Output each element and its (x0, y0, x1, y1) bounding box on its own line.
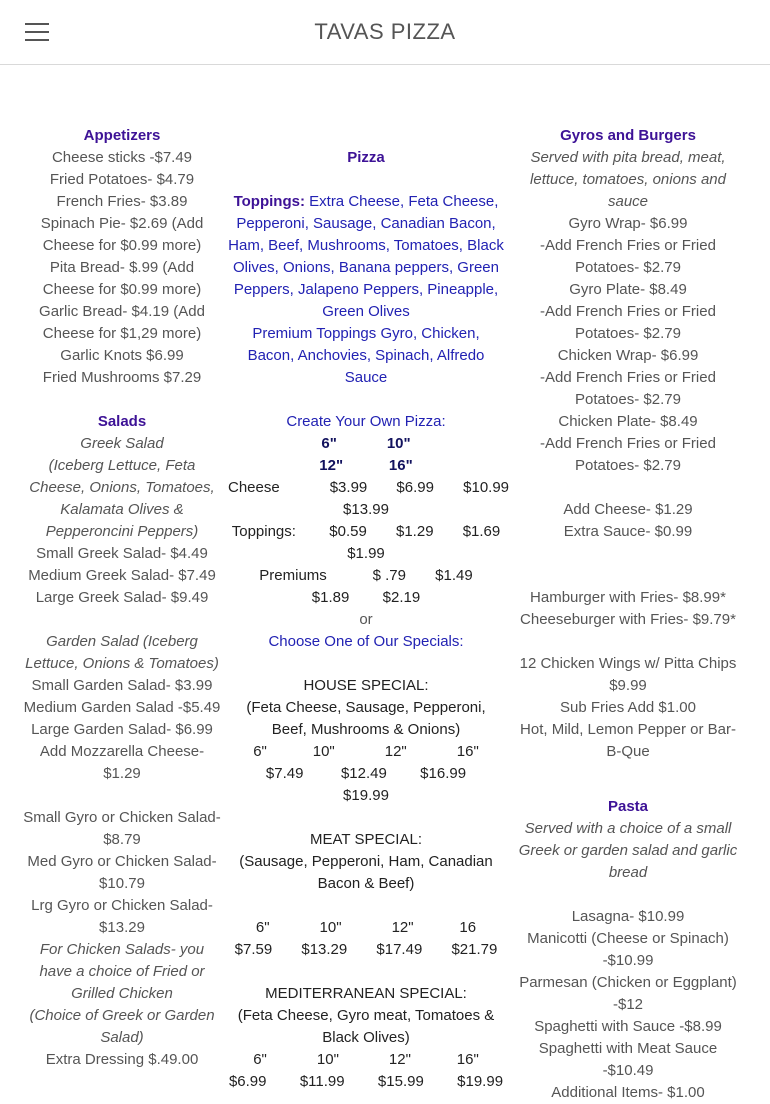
or-separator: or (359, 611, 373, 628)
site-header (0, 0, 770, 65)
premiums-price-row: $1.89 $2.19 (311, 589, 421, 606)
menu-item: Large Greek Salad- $9.49 (35, 589, 209, 606)
pizza-sizes: 12" 16" (319, 457, 413, 474)
menu-item: 12 Chicken Wings w/ Pitta Chips $9.99 (519, 655, 737, 694)
menu-item: Add Cheese- $1.29 (563, 501, 693, 518)
menu-item: Garlic Bread- $4.19 (Add Cheese for $1,29 more) (39, 303, 205, 342)
menu-item: Hamburger with Fries- $8.99* (530, 589, 726, 606)
menu-item: Fried Mushrooms $7.29 (42, 369, 202, 386)
menu-item: Hot, Mild, Lemon Pepper or Bar-B-Que (520, 721, 736, 760)
menu-item: -Add French Fries or Fried Potatoes- $2.79 (540, 435, 716, 474)
house-special-prices: $19.99 (343, 787, 389, 804)
menu-item: Chicken Wrap- $6.99 (557, 347, 699, 364)
menu-item: Lrg Gyro or Chicken Salad- $13.29 (31, 897, 213, 936)
mediterranean-special-sizes: 6" 10" 12" 16" (253, 1051, 479, 1068)
gyros-heading: Gyros and Burgers (560, 127, 696, 144)
premium-toppings: Premium Toppings Gyro, Chicken, Bacon, Anchovies, Spinach, Alfredo Sauce (247, 325, 485, 386)
house-special-prices: $7.49 $12.49 $16.99 (265, 765, 467, 782)
cheese-price-row: Cheese $3.99 $6.99 $10.99 (228, 479, 510, 496)
gyros-description: Served with pita bread, meat, lettuce, tomatoes, onions and sauce (530, 149, 726, 210)
premiums-price-row: Premiums $ .79 $1.49 (259, 567, 473, 584)
pasta-heading: Pasta (607, 798, 649, 815)
menu-item: Sub Fries Add $1.00 (560, 699, 696, 716)
salad-choice-note: (Choice of Greek or Garden Salad) (29, 1007, 215, 1046)
create-pizza-title: Create Your Own Pizza: (286, 413, 446, 430)
toppings-label: Toppings: (233, 193, 305, 210)
menu-item: Parmesan (Chicken or Eggplant) -$12 (519, 974, 737, 1013)
menu-item: Small Gyro or Chicken Salad- $8.79 (23, 809, 221, 848)
menu-item: French Fries- $3.89 (56, 193, 188, 210)
pizza-heading: Pizza (347, 149, 385, 166)
pizza-sizes: 6" 10" (321, 435, 411, 452)
appetizers-heading: Appetizers (83, 127, 161, 144)
menu-item: Med Gyro or Chicken Salad- $10.79 (27, 853, 217, 892)
right-column (514, 125, 742, 1104)
salads-heading: Salads (97, 413, 147, 430)
greek-salad-title: Greek Salad (80, 435, 164, 452)
middle-column (228, 125, 510, 1093)
menu-item: Manicotti (Cheese or Spinach) -$10.99 (527, 930, 729, 969)
menu-item: Spinach Pie- $2.69 (Add Cheese for $0.99 more) (40, 215, 204, 254)
menu-item: Chicken Plate- $8.49 (558, 413, 698, 430)
left-column (22, 125, 222, 1071)
mediterranean-special-description: (Feta Cheese, Gyro meat, Tomatoes & Black Olives) (237, 1007, 495, 1046)
toppings-price-row: Toppings: $0.59 $1.29 $1.69 (231, 523, 501, 540)
menu-item: Cheeseburger with Fries- $9.79* (520, 611, 736, 628)
house-special-description: (Feta Cheese, Sausage, Pepperoni, Beef, Mushrooms & Onions) (246, 699, 486, 738)
menu-item: Garlic Knots $6.99 (60, 347, 184, 364)
menu-item: Pita Bread- $.99 (Add Cheese for $0.99 more) (42, 259, 202, 298)
specials-title: Choose One of Our Specials: (268, 633, 464, 650)
menu-item: Extra Dressing $.49.00 (45, 1051, 199, 1068)
toppings-items: Extra Cheese, Feta Cheese, Pepperoni, Sausage, Canadian Bacon, Ham, Beef, Mushrooms, Tomatoes, Black Olives, Onions, Banana peppers, Green Peppers, Jalapeno Peppers, Pineapple, Green Olives (228, 193, 504, 320)
menu-item: Spaghetti with Sauce -$8.99 (534, 1018, 722, 1035)
menu-item: Medium Greek Salad- $7.49 (28, 567, 216, 584)
menu-item: Additional Items- $1.00 (551, 1084, 705, 1101)
menu-item: Lasagna- $10.99 (571, 908, 685, 925)
menu-item: Fried Potatoes- $4.79 (49, 171, 195, 188)
toppings-price-row: $1.99 (347, 545, 385, 562)
menu-item: Gyro Wrap- $6.99 (568, 215, 688, 232)
menu-item: Large Garden Salad- $6.99 (31, 721, 213, 738)
cheese-price-row: $13.99 (343, 501, 389, 518)
menu-item: Extra Sauce- $0.99 (563, 523, 693, 540)
pasta-description: Served with a choice of a small Greek or garden salad and garlic bread (518, 820, 738, 881)
house-special-sizes: 6" 10" 12" 16" (253, 743, 479, 760)
meat-special-title: MEAT SPECIAL: (310, 831, 422, 848)
mediterranean-special-prices: $6.99 $11.99 $15.99 $19.99 (228, 1073, 504, 1090)
chicken-salad-note: For Chicken Salads- you have a choice of Fried or Grilled Chicken (39, 941, 205, 1002)
menu-item: -Add French Fries or Fried Potatoes- $2.79 (540, 303, 716, 342)
menu-item: Medium Garden Salad -$5.49 (23, 699, 221, 716)
meat-special-description: (Sausage, Pepperoni, Ham, Canadian Bacon & Beef) (239, 853, 493, 892)
menu-item: -Add French Fries or Fried Potatoes- $2.79 (540, 237, 716, 276)
menu-item: Spaghetti with Meat Sauce -$10.49 (538, 1040, 718, 1079)
menu-item: Small Greek Salad- $4.49 (36, 545, 208, 562)
greek-salad-description: (Iceberg Lettuce, Feta Cheese, Onions, Tomatoes, Kalamata Olives & Pepperoncini Peppers) (29, 457, 215, 540)
menu-item: Cheese sticks -$7.49 (51, 149, 193, 166)
site-title[interactable]: TAVAS PIZZA (314, 19, 456, 44)
meat-special-sizes: 6" 10" 12" 16 (255, 919, 477, 936)
house-special-title: HOUSE SPECIAL: (303, 677, 429, 694)
menu-item: -Add French Fries or Fried Potatoes- $2.79 (540, 369, 716, 408)
garden-salad-description: Garden Salad (Iceberg Lettuce, Onions & Tomatoes) (25, 633, 219, 672)
meat-special-prices: $7.59 $13.29 $17.49 $21.79 (234, 941, 498, 958)
menu-item: Small Garden Salad- $3.99 (31, 677, 213, 694)
menu-item: Gyro Plate- $8.49 (569, 281, 687, 298)
mediterranean-special-title: MEDITERRANEAN SPECIAL: (265, 985, 467, 1002)
toppings-list (228, 191, 504, 323)
menu-item: Add Mozzarella Cheese- $1.29 (39, 743, 205, 782)
